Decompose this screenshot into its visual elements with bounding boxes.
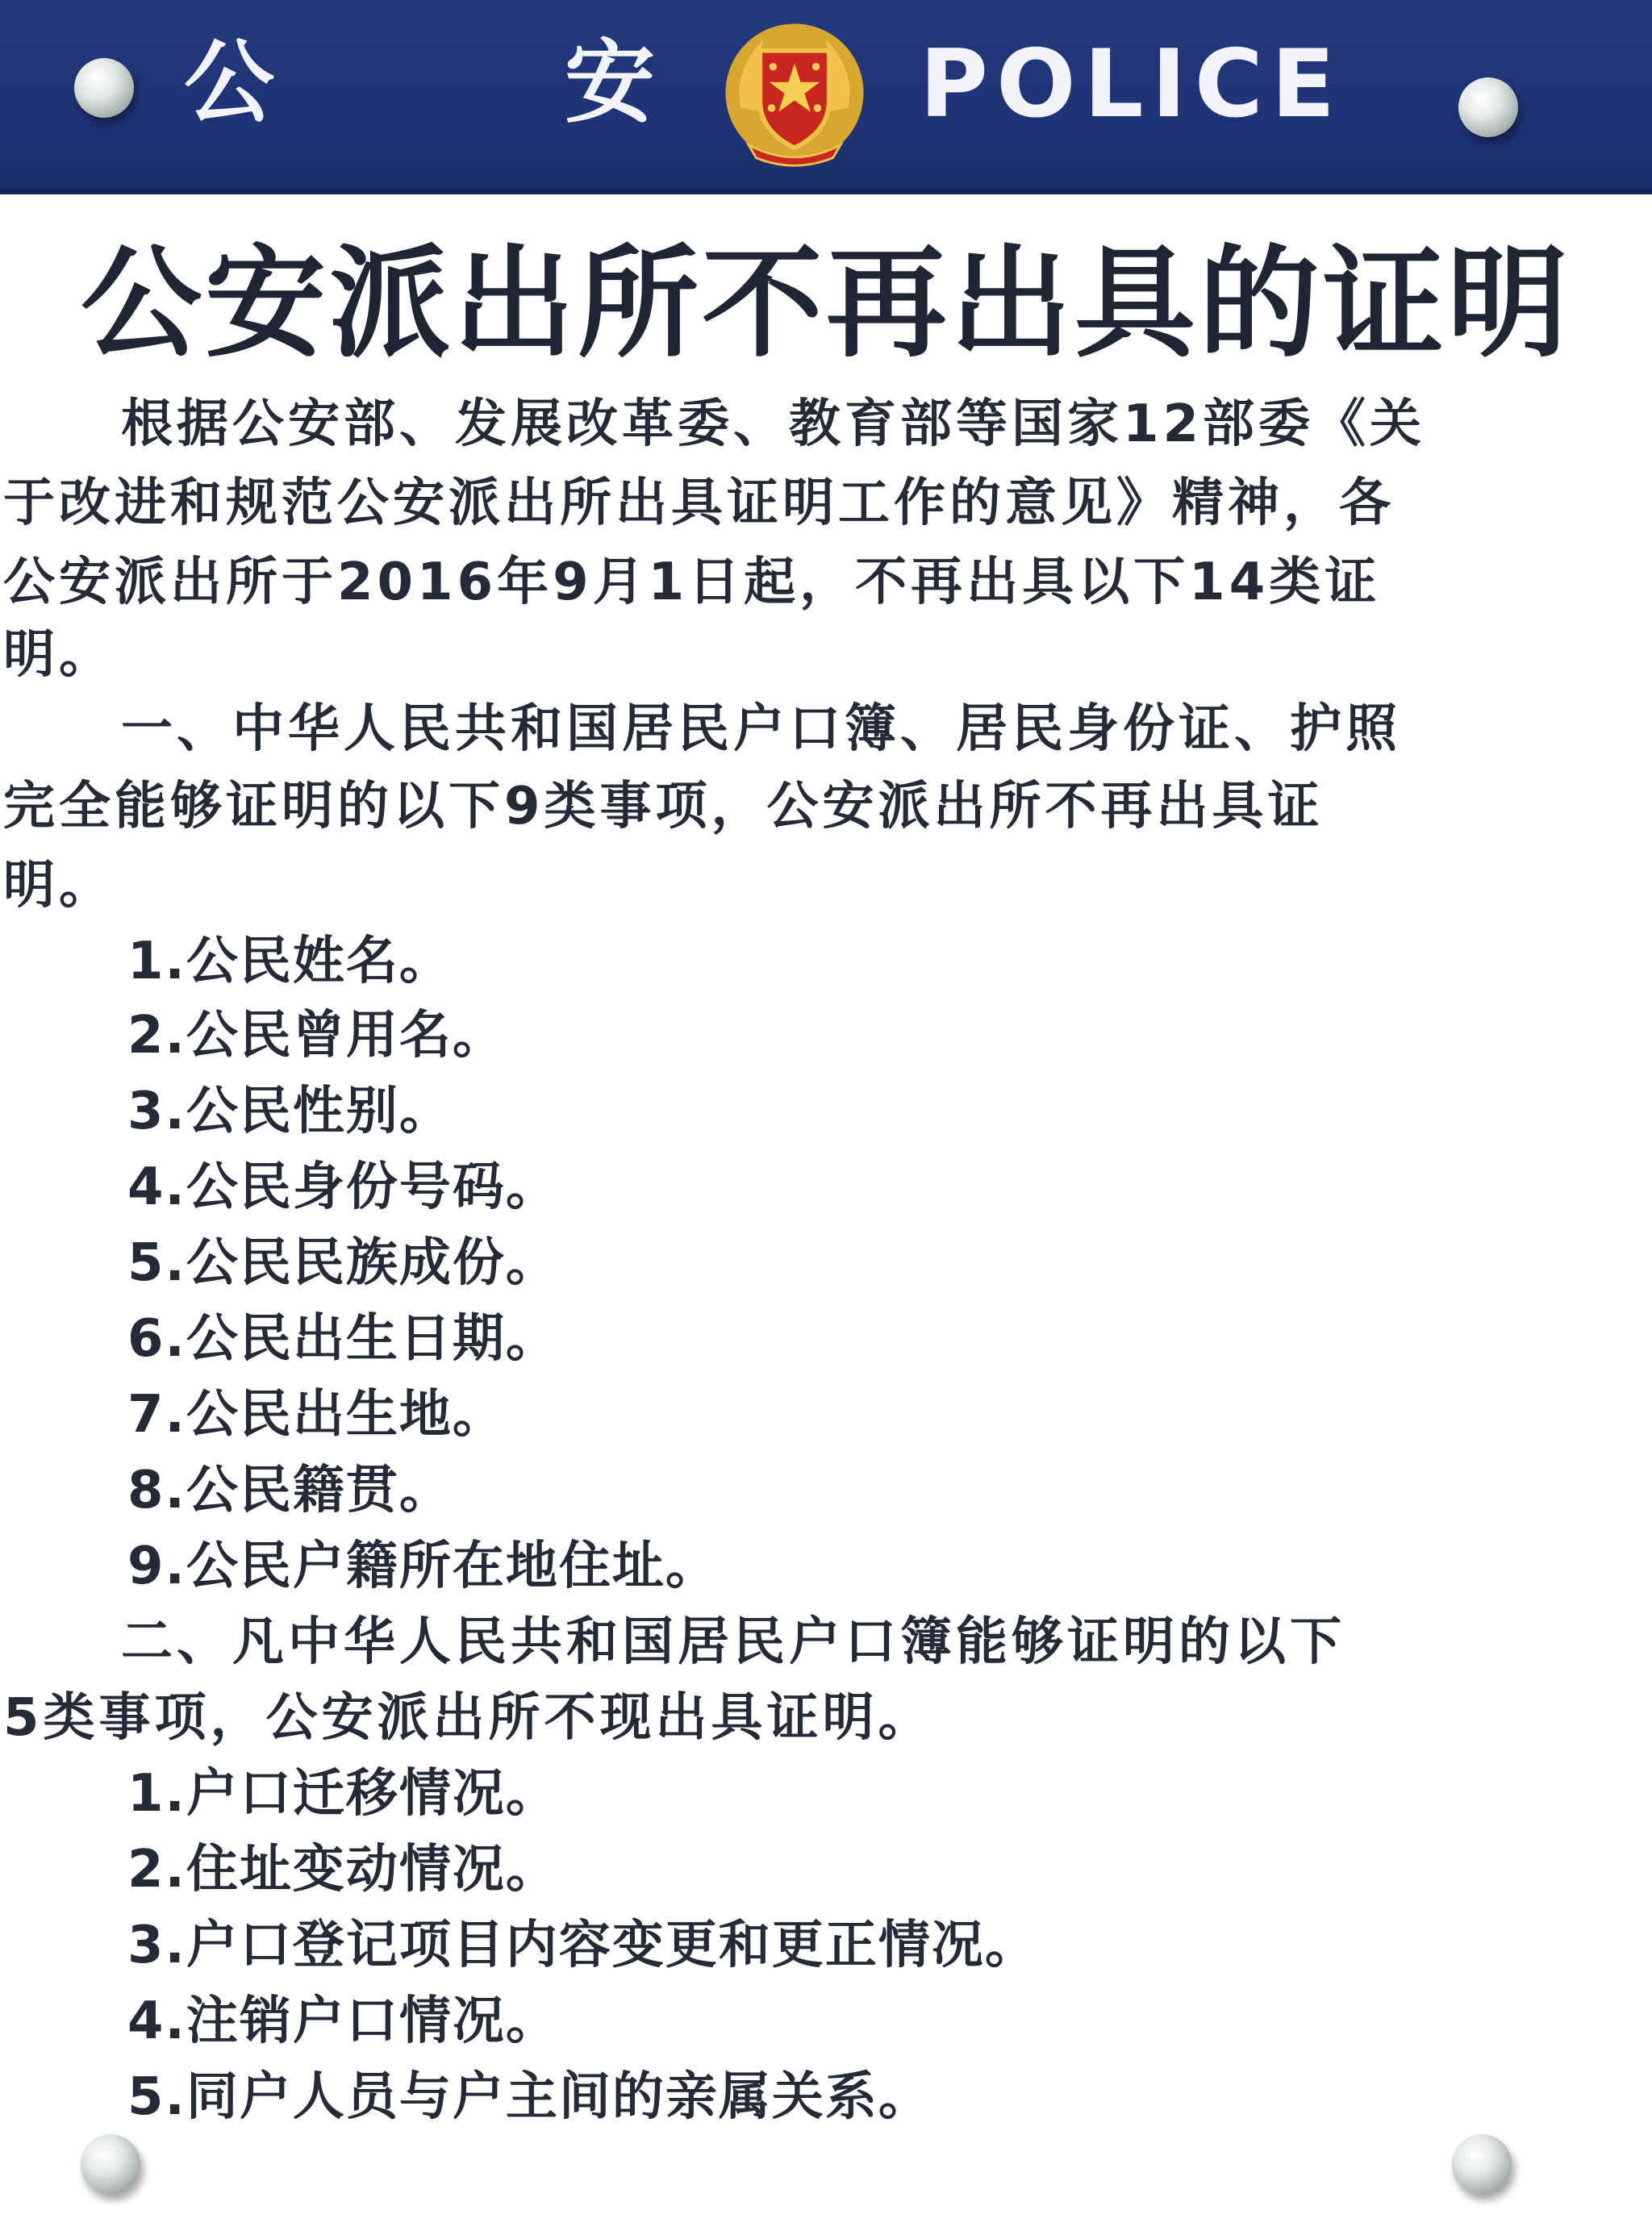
screw-icon bbox=[1452, 2134, 1512, 2194]
header-char-gong: 公 bbox=[184, 31, 274, 136]
section2-list-item: 3.户口登记项目内容变更和更正情况。 bbox=[127, 1916, 1038, 1975]
intro-line: 明。 bbox=[3, 625, 115, 685]
section1-line: 一、中华人民共和国居民户口簿、居民身份证、护照 bbox=[121, 699, 1401, 759]
section1-line: 完全能够证明的以下9类事项，公安派出所不再出具证 bbox=[3, 777, 1324, 836]
intro-line: 根据公安部、发展改革委、教育部等国家12部委《关 bbox=[121, 394, 1426, 454]
police-emblem-icon bbox=[718, 16, 871, 169]
header-police-text: POLICE bbox=[920, 30, 1344, 139]
intro-line: 公安派出所于2016年9月1日起，不再出具以下14类证 bbox=[3, 553, 1381, 612]
section2-list-item: 4.注销户口情况。 bbox=[127, 1991, 559, 2051]
section2-list-item: 5.同户人员与户主间的亲属关系。 bbox=[127, 2067, 932, 2127]
section1-list-item: 5.公民民族成份。 bbox=[127, 1233, 559, 1293]
section1-list-item: 6.公民出生日期。 bbox=[127, 1309, 559, 1369]
section2-list-item: 1.户口迁移情况。 bbox=[127, 1764, 559, 1824]
police-header-band bbox=[0, 0, 1652, 194]
screw-icon bbox=[1458, 77, 1518, 137]
section1-list-item: 7.公民出生地。 bbox=[127, 1385, 506, 1445]
section1-list-item: 1.公民姓名。 bbox=[127, 932, 453, 991]
screw-icon bbox=[81, 2134, 140, 2194]
section1-list-item: 4.公民身份号码。 bbox=[127, 1157, 559, 1217]
header-char-an: 安 bbox=[565, 31, 655, 136]
screw-icon bbox=[74, 58, 134, 118]
notice-title: 公安派出所不再出具的证明 bbox=[80, 234, 1571, 374]
section2-list-item: 2.住址变动情况。 bbox=[127, 1840, 559, 1899]
section1-list-item: 3.公民性别。 bbox=[127, 1082, 453, 1141]
section2-line: 二、凡中华人民共和国居民户口簿能够证明的以下 bbox=[121, 1612, 1345, 1672]
section1-list-item: 8.公民籍贯。 bbox=[127, 1461, 453, 1520]
section1-list-item: 2.公民曾用名。 bbox=[127, 1006, 506, 1065]
section1-line: 明。 bbox=[3, 856, 115, 915]
section2-line: 5类事项，公安派出所不现出具证明。 bbox=[3, 1688, 934, 1748]
section1-list-item: 9.公民户籍所在地住址。 bbox=[127, 1537, 719, 1596]
intro-line: 于改进和规范公安派出所出具证明工作的意见》精神，各 bbox=[3, 473, 1395, 533]
